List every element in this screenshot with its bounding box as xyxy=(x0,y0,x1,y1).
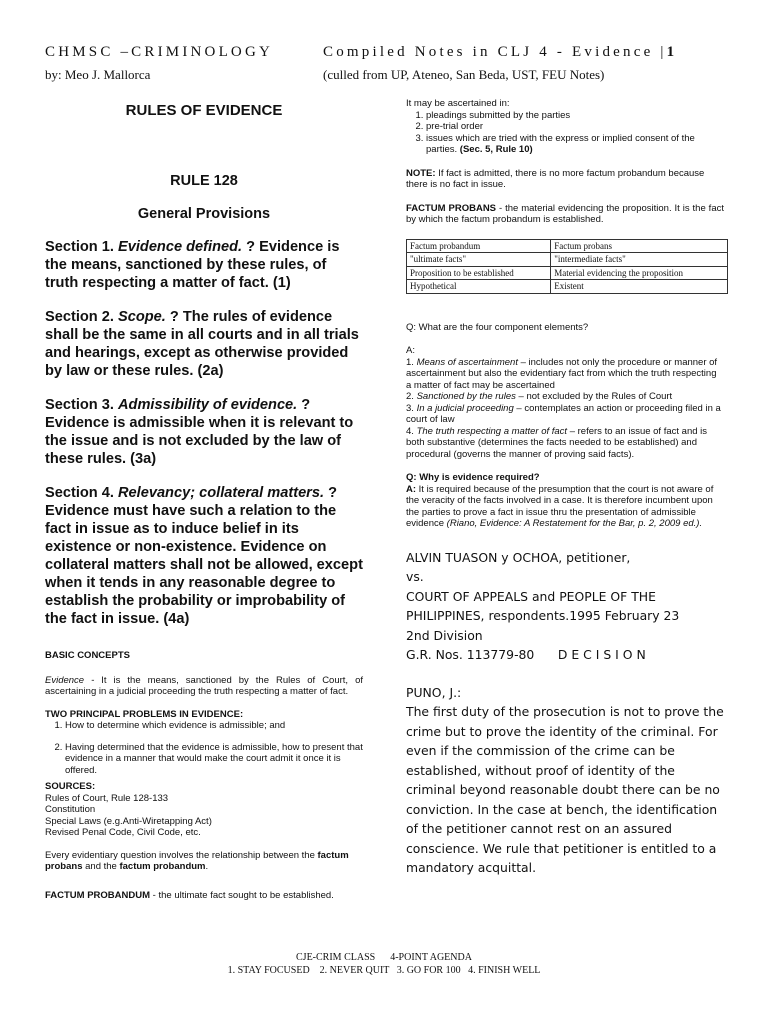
section-1 xyxy=(45,238,363,292)
case-caption xyxy=(406,548,724,665)
section-2 xyxy=(45,308,363,380)
header-course-title: CHMSC –CRIMINOLOGY xyxy=(45,44,274,60)
case-line: COURT OF APPEALS and PEOPLE OF THE xyxy=(406,588,656,604)
source-item: Special Laws (e.g.Anti-Wiretapping Act) xyxy=(45,815,212,827)
citation: (Sec. 5, Rule 10) xyxy=(459,144,533,155)
element-1 xyxy=(406,357,724,392)
table-cell: Existent xyxy=(551,280,728,294)
case-line: G.R. Nos. 113779-80 D E C I S I O N xyxy=(406,647,646,662)
author: by: Meo J. Mallorca xyxy=(45,67,151,82)
case-line: vs. xyxy=(406,569,424,584)
section-label: Section 2. xyxy=(45,309,114,325)
question-1: Q: What are the four component elements? xyxy=(406,321,589,333)
source-item: Rules of Court, Rule 128-133 xyxy=(45,792,169,804)
element-number: 2. xyxy=(406,391,414,402)
general-provisions: General Provisions xyxy=(137,206,271,222)
definition-text: - the material evidencing the proposition. It is the fact by which the factum probandum is established. xyxy=(406,202,724,225)
table-cell: Material evidencing the proposition xyxy=(551,266,728,280)
definition-term: FACTUM PROBANS xyxy=(406,202,497,214)
factum-probandum-term: factum probandum xyxy=(119,861,206,872)
footer-line-2: 1. STAY FOCUSED 2. NEVER QUIT 3. GO FOR 100 4. FINISH WELL xyxy=(227,965,541,976)
ascertain-list xyxy=(406,110,724,156)
question-2: Q: Why is evidence required? xyxy=(406,472,540,483)
section-text: ? Evidence must have such a relation to the fact in issue as to induce belief in its existence or non-existence. Evidence on collateral matters shall not be allowed, except when it tends in any reasonable degree to establish the probability or improbability of the fact in issue. (4a) xyxy=(45,485,363,627)
two-problems-list xyxy=(45,720,363,776)
answer-text: It is required because of the presumption that the court is not aware of the veracity of the facts involved in a case. It is therefore incumbent upon the parties to prove a fact in issue thru the presentation of admissible evidence xyxy=(406,483,714,529)
evidence-term: Evidence - xyxy=(45,674,95,686)
element-4 xyxy=(406,426,724,461)
comparison-table xyxy=(406,239,728,294)
definition-text: - the ultimate fact sought to be established. xyxy=(152,889,334,901)
list-item: 1. pleadings submitted by the parties xyxy=(426,110,724,122)
justice-name: PUNO, J.: xyxy=(406,684,462,700)
answer-2 xyxy=(406,484,724,530)
sources-heading: SOURCES: xyxy=(45,781,96,792)
factum-probans-term: factum probans xyxy=(45,849,349,872)
section-heading: Admissibility of evidence. xyxy=(118,397,298,413)
list-item: 2. pre-trial order xyxy=(426,121,724,133)
source-item: Constitution xyxy=(45,804,96,815)
table-row xyxy=(407,253,728,267)
note xyxy=(406,168,724,191)
table-cell: Hypothetical xyxy=(407,280,551,294)
answer-label: A: xyxy=(406,345,415,356)
element-number: 4. xyxy=(406,425,414,437)
list-item xyxy=(426,133,724,156)
source-item: Revised Penal Code, Civil Code, etc. xyxy=(45,827,201,838)
page-number: 1 xyxy=(666,44,678,60)
section-heading: Scope. xyxy=(118,309,166,325)
list-item: 2. Having determined that the evidence is admissible, how to present that evidence in a manner that would make the court admit it once it is offered. xyxy=(65,742,363,777)
list-item: 1. How to determine which evidence is admissible; and xyxy=(65,720,363,732)
table-cell: Factum probandum xyxy=(407,239,551,253)
section-3 xyxy=(45,396,363,468)
element-term: Means of ascertainment xyxy=(416,356,518,368)
element-text: – refers to an issue of fact and is both substantive (determines the facts needed to be established) and procedural (governs the manner of proving said facts). xyxy=(406,425,708,460)
author-line xyxy=(45,67,740,83)
table-cell: "ultimate facts" xyxy=(407,253,551,267)
element-text: – contemplates an action or proceeding filed in a court of law xyxy=(406,402,721,425)
section-text: ? The rules of evidence shall be the same in all courts and in all trials and hearings, except as otherwise provided by law or these rules. (2a) xyxy=(45,309,359,379)
section-heading: Relevancy; collateral matters. xyxy=(118,485,325,501)
footer-line-1: CJE-CRIM CLASS 4-POINT AGENDA xyxy=(296,952,472,963)
ascertain-intro: It may be ascertained in: xyxy=(406,98,510,109)
table-row xyxy=(407,280,728,294)
list-item-text: issues which are tried with the express or implied consent of the parties. xyxy=(426,132,695,155)
page-footer xyxy=(0,951,768,977)
sources-title: SOURCES xyxy=(45,781,92,792)
section-label: Section 3. xyxy=(45,397,114,413)
element-term: The truth respecting a matter of fact xyxy=(416,425,568,437)
section-text: ? Evidence is the means, sanctioned by these rules, of truth respecting a matter of fact. (1) xyxy=(45,239,340,291)
right-column xyxy=(406,98,724,878)
section-heading: Evidence defined. xyxy=(118,239,243,255)
section-label: Section 4. xyxy=(45,485,114,501)
header-notes-title: Compiled Notes in CLJ 4 - Evidence | xyxy=(323,44,667,60)
citation: (Riano, Evidence: A Restatement for the Bar, p. 2, 2009 ed.). xyxy=(446,518,703,529)
section-4 xyxy=(45,484,363,628)
element-2 xyxy=(406,391,724,403)
left-column xyxy=(45,98,363,901)
note-label: NOTE: xyxy=(406,167,436,179)
element-3 xyxy=(406,403,724,426)
element-number: 3. xyxy=(406,402,414,414)
header-document-title xyxy=(323,44,677,61)
case-line: 2nd Division xyxy=(406,627,483,643)
table-row xyxy=(407,266,728,280)
table-row xyxy=(407,239,728,253)
element-text: – includes not only the procedure or manner of ascertainment but also the evidentiary fact from which the truth respecting a matter of fact may be ascertained xyxy=(406,356,718,391)
element-number: 1. xyxy=(406,356,414,368)
rule-number: RULE 128 xyxy=(170,173,238,189)
evidentiary-question xyxy=(45,850,363,873)
two-problems-title: TWO PRINCIPAL PROBLEMS IN EVIDENCE xyxy=(45,708,240,720)
document-title: RULES OF EVIDENCE xyxy=(125,102,283,119)
evidence-definition xyxy=(45,675,363,698)
definition-term: FACTUM PROBANDUM xyxy=(45,889,151,901)
text-part: and the xyxy=(85,861,117,872)
two-problems-heading: TWO PRINCIPAL PROBLEMS IN EVIDENCE: xyxy=(45,708,244,720)
table-cell: "intermediate facts" xyxy=(551,253,728,267)
element-term: Sanctioned by the rules xyxy=(416,391,516,402)
section-text: ? Evidence is admissible when it is relevant to the issue and is not excluded by the law of these rules. (3a) xyxy=(45,397,354,467)
note-text: If fact is admitted, there is no more factum probandum because there is no fact in issue. xyxy=(406,167,705,190)
table-cell: Factum probans xyxy=(551,239,728,253)
factum-probandum-definition xyxy=(45,890,363,902)
element-term: In a judicial proceeding xyxy=(416,402,514,414)
sources-note: (culled from UP, Ateneo, San Beda, UST, FEU Notes) xyxy=(323,67,605,82)
running-header xyxy=(45,44,740,61)
element-text: – not excluded by the Rules of Court xyxy=(518,391,673,402)
evidence-def-text: It is the means, sanctioned by the Rules of Court, of ascertaining in a judicial proceeding the truth respecting a matter of fact. xyxy=(45,674,363,697)
factum-probans-definition xyxy=(406,203,724,226)
table-cell: Proposition to be established xyxy=(407,266,551,280)
basic-concepts-heading: BASIC CONCEPTS xyxy=(45,650,130,661)
case-line: PHILIPPINES, respondents.1995 February 23 xyxy=(406,608,680,623)
text-part: Every evidentiary question involves the relationship between the xyxy=(45,849,315,861)
decision-text: The first duty of the prosecution is not to prove the crime but to prove the identity of the criminal. For even if the commission of the crime can be established, without proof of identity of the criminal beyond reasonable doubt there can be no conviction. In the case at bench, the identification of the petitioner cannot rest on an assured conscience. We rule that petitioner is entitled to a mandatory acquittal. xyxy=(406,704,724,875)
section-label: Section 1. xyxy=(45,239,114,255)
text-part: . xyxy=(205,861,209,872)
answer-label: A: xyxy=(406,483,417,495)
case-line: ALVIN TUASON y OCHOA, petitioner, xyxy=(406,549,631,565)
